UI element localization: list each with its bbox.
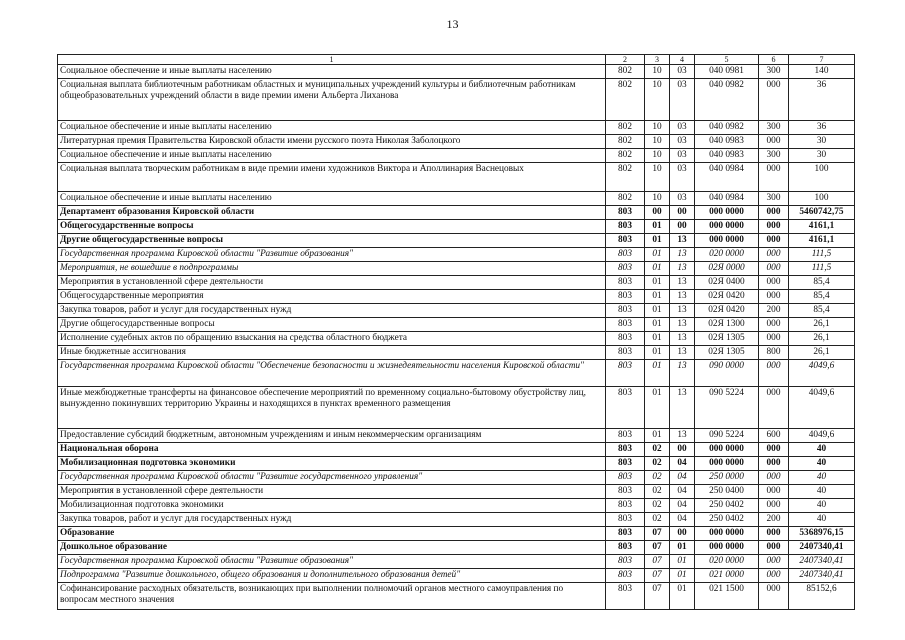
row-name-cell: Мероприятия в установленной сфере деятельности [58,276,606,290]
amount-cell: 40 [789,443,855,457]
target-article-cell: 040 0984 [695,192,759,206]
amount-cell: 4049,6 [789,387,855,429]
target-article-cell: 000 0000 [695,220,759,234]
amount-cell: 36 [789,121,855,135]
row-name-cell: Образование [58,527,606,541]
target-article-cell: 250 0400 [695,485,759,499]
amount-cell: 30 [789,149,855,163]
expense-type-cell: 000 [759,135,789,149]
ministry-code-cell: 803 [606,513,645,527]
expense-type-cell: 000 [759,206,789,220]
subsection-code-cell: 01 [670,541,695,555]
column-header-row [58,55,855,65]
row-name-cell: Социальная выплата библиотечным работникам областных и муниципальных учреждений культуры и библиотечным работникам общеобразовательных учреждений области в виде премии имени Альберта Лиханова [58,79,606,121]
amount-cell: 85,4 [789,290,855,304]
amount-cell: 40 [789,471,855,485]
expense-type-cell: 000 [759,443,789,457]
subsection-code-cell: 13 [670,346,695,360]
target-article-cell: 250 0402 [695,513,759,527]
subsection-code-cell: 13 [670,429,695,443]
ministry-code-cell: 803 [606,499,645,513]
section-code-cell: 10 [645,65,670,79]
ministry-code-cell: 803 [606,387,645,429]
ministry-code-cell: 803 [606,541,645,555]
table-row [58,387,855,429]
target-article-cell: 000 0000 [695,527,759,541]
section-code-cell: 01 [645,429,670,443]
ministry-code-cell: 803 [606,457,645,471]
row-name-cell: Мобилизационная подготовка экономики [58,499,606,513]
ministry-code-cell: 803 [606,485,645,499]
amount-cell: 26,1 [789,318,855,332]
table-row [58,79,855,121]
table-row [58,569,855,583]
subsection-code-cell: 03 [670,79,695,121]
subsection-code-cell: 00 [670,220,695,234]
subsection-code-cell: 01 [670,555,695,569]
subsection-code-cell: 01 [670,569,695,583]
table-row [58,121,855,135]
subsection-code-cell: 01 [670,583,695,610]
target-article-cell: 000 0000 [695,457,759,471]
section-code-cell: 07 [645,527,670,541]
table-row [58,485,855,499]
subsection-code-cell: 03 [670,135,695,149]
section-code-cell: 01 [645,276,670,290]
page-number: 13 [446,17,459,31]
subsection-code-cell: 03 [670,192,695,206]
subsection-code-cell: 04 [670,457,695,471]
ministry-code-cell: 803 [606,471,645,485]
table-row [58,304,855,318]
amount-cell: 26,1 [789,332,855,346]
row-name-cell: Предоставление субсидий бюджетным, автономным учреждениям и иным некоммерческим организациям [58,429,606,443]
section-code-cell: 02 [645,499,670,513]
target-article-cell: 090 0000 [695,360,759,387]
table-row [58,527,855,541]
amount-cell: 30 [789,135,855,149]
amount-cell: 85152,6 [789,583,855,610]
target-article-cell: 02Я 1305 [695,346,759,360]
expense-type-cell: 000 [759,555,789,569]
expense-type-cell: 000 [759,583,789,610]
subsection-code-cell: 13 [670,387,695,429]
table-row [58,360,855,387]
expense-type-cell: 000 [759,220,789,234]
row-name-cell: Департамент образования Кировской области [58,206,606,220]
amount-cell: 40 [789,513,855,527]
subsection-code-cell: 04 [670,499,695,513]
table-row [58,555,855,569]
target-article-cell: 040 0983 [695,149,759,163]
row-name-cell: Социальное обеспечение и иные выплаты населению [58,192,606,206]
header-col-5: 5 [695,55,759,65]
amount-cell: 5368976,15 [789,527,855,541]
subsection-code-cell: 04 [670,471,695,485]
table-row [58,248,855,262]
section-code-cell: 02 [645,443,670,457]
amount-cell: 4161,1 [789,234,855,248]
amount-cell: 2407340,41 [789,569,855,583]
section-code-cell: 10 [645,149,670,163]
ministry-code-cell: 803 [606,332,645,346]
table-row [58,290,855,304]
ministry-code-cell: 803 [606,262,645,276]
expense-type-cell: 000 [759,332,789,346]
row-name-cell: Исполнение судебных актов по обращению взыскания на средства областного бюджета [58,332,606,346]
amount-cell: 36 [789,79,855,121]
ministry-code-cell: 802 [606,79,645,121]
expense-type-cell: 000 [759,527,789,541]
header-col-4: 4 [670,55,695,65]
amount-cell: 4161,1 [789,220,855,234]
expense-type-cell: 000 [759,290,789,304]
expense-type-cell: 200 [759,304,789,318]
section-code-cell: 10 [645,192,670,206]
amount-cell: 111,5 [789,248,855,262]
ministry-code-cell: 803 [606,290,645,304]
table-row [58,499,855,513]
row-name-cell: Общегосударственные мероприятия [58,290,606,304]
target-article-cell: 040 0984 [695,163,759,192]
table-row [58,206,855,220]
ministry-code-cell: 803 [606,276,645,290]
expense-type-cell: 300 [759,192,789,206]
ministry-code-cell: 803 [606,318,645,332]
row-name-cell: Государственная программа Кировской области "Развитие образования" [58,555,606,569]
section-code-cell: 02 [645,513,670,527]
target-article-cell: 021 1500 [695,583,759,610]
table-row [58,262,855,276]
table-row [58,429,855,443]
table-row [58,583,855,610]
subsection-code-cell: 13 [670,360,695,387]
section-code-cell: 01 [645,318,670,332]
subsection-code-cell: 13 [670,234,695,248]
target-article-cell: 000 0000 [695,234,759,248]
subsection-code-cell: 00 [670,206,695,220]
section-code-cell: 01 [645,346,670,360]
ministry-code-cell: 803 [606,429,645,443]
table-row [58,346,855,360]
ministry-code-cell: 802 [606,121,645,135]
ministry-code-cell: 803 [606,527,645,541]
table-row [58,318,855,332]
section-code-cell: 07 [645,569,670,583]
amount-cell: 40 [789,485,855,499]
target-article-cell: 02Я 0400 [695,276,759,290]
table-row [58,443,855,457]
ministry-code-cell: 803 [606,360,645,387]
target-article-cell: 02Я 1305 [695,332,759,346]
row-name-cell: Мероприятия в установленной сфере деятельности [58,485,606,499]
row-name-cell: Социальная выплата творческим работникам в виде премии имени художников Виктора и Аполлинария Васнецовых [58,163,606,192]
row-name-cell: Социальное обеспечение и иные выплаты населению [58,121,606,135]
amount-cell: 100 [789,192,855,206]
amount-cell: 111,5 [789,262,855,276]
amount-cell: 2407340,41 [789,541,855,555]
subsection-code-cell: 04 [670,513,695,527]
table-row [58,541,855,555]
target-article-cell: 090 5224 [695,387,759,429]
ministry-code-cell: 802 [606,163,645,192]
budget-table [57,54,855,610]
section-code-cell: 01 [645,220,670,234]
subsection-code-cell: 03 [670,149,695,163]
target-article-cell: 040 0982 [695,79,759,121]
subsection-code-cell: 00 [670,443,695,457]
subsection-code-cell: 13 [670,318,695,332]
amount-cell: 85,4 [789,276,855,290]
target-article-cell: 02Я 0420 [695,290,759,304]
amount-cell: 140 [789,65,855,79]
ministry-code-cell: 803 [606,583,645,610]
section-code-cell: 10 [645,121,670,135]
amount-cell: 4049,6 [789,429,855,443]
row-name-cell: Закупка товаров, работ и услуг для государственных нужд [58,513,606,527]
section-code-cell: 07 [645,583,670,610]
target-article-cell: 020 0000 [695,555,759,569]
subsection-code-cell: 13 [670,332,695,346]
row-name-cell: Общегосударственные вопросы [58,220,606,234]
amount-cell: 40 [789,499,855,513]
subsection-code-cell: 13 [670,276,695,290]
ministry-code-cell: 802 [606,149,645,163]
row-name-cell: Иные бюджетные ассигнования [58,346,606,360]
row-name-cell: Мобилизационная подготовка экономики [58,457,606,471]
expense-type-cell: 200 [759,513,789,527]
expense-type-cell: 000 [759,499,789,513]
expense-type-cell: 000 [759,262,789,276]
ministry-code-cell: 802 [606,192,645,206]
expense-type-cell: 000 [759,485,789,499]
expense-type-cell: 000 [759,541,789,555]
row-name-cell: Софинансирование расходных обязательств, возникающих при выполнении полномочий органов местного самоуправления по вопросам местного значения [58,583,606,610]
expense-type-cell: 300 [759,149,789,163]
ministry-code-cell: 803 [606,248,645,262]
row-name-cell: Государственная программа Кировской области "Обеспечение безопасности и жизнедеятельности населения Кировской области" [58,360,606,387]
section-code-cell: 10 [645,79,670,121]
header-col-3: 3 [645,55,670,65]
section-code-cell: 01 [645,262,670,276]
subsection-code-cell: 13 [670,290,695,304]
row-name-cell: Иные межбюджетные трансферты на финансовое обеспечение мероприятий по временному социально-бытовому обустройству лиц, вынужденно покинувших территорию Украины и находящихся в пунктах временного размещения [58,387,606,429]
amount-cell: 26,1 [789,346,855,360]
row-name-cell: Государственная программа Кировской области "Развитие образования" [58,248,606,262]
expense-type-cell: 000 [759,387,789,429]
table-row [58,332,855,346]
subsection-code-cell: 00 [670,527,695,541]
section-code-cell: 02 [645,457,670,471]
amount-cell: 100 [789,163,855,192]
amount-cell: 2407340,41 [789,555,855,569]
table-body [58,55,855,610]
table-row [58,276,855,290]
table-row [58,135,855,149]
section-code-cell: 00 [645,206,670,220]
table-row [58,220,855,234]
target-article-cell: 040 0982 [695,121,759,135]
table-row [58,192,855,206]
section-code-cell: 07 [645,541,670,555]
section-code-cell: 02 [645,485,670,499]
target-article-cell: 02Я 0420 [695,304,759,318]
expense-type-cell: 000 [759,360,789,387]
ministry-code-cell: 803 [606,569,645,583]
section-code-cell: 01 [645,248,670,262]
section-code-cell: 10 [645,135,670,149]
expense-type-cell: 300 [759,121,789,135]
amount-cell: 5460742,75 [789,206,855,220]
subsection-code-cell: 13 [670,304,695,318]
row-name-cell: Социальное обеспечение и иные выплаты населению [58,149,606,163]
target-article-cell: 02Я 1300 [695,318,759,332]
ministry-code-cell: 803 [606,443,645,457]
row-name-cell: Мероприятия, не вошедшие в подпрограммы [58,262,606,276]
header-col-1: 1 [58,55,606,65]
subsection-code-cell: 04 [670,485,695,499]
row-name-cell: Закупка товаров, работ и услуг для государственных нужд [58,304,606,318]
row-name-cell: Государственная программа Кировской области "Развитие государственного управления" [58,471,606,485]
section-code-cell: 01 [645,360,670,387]
row-name-cell: Другие общегосударственные вопросы [58,318,606,332]
expense-type-cell: 000 [759,457,789,471]
amount-cell: 85,4 [789,304,855,318]
ministry-code-cell: 803 [606,304,645,318]
row-name-cell: Социальное обеспечение и иные выплаты населению [58,65,606,79]
table-row [58,457,855,471]
row-name-cell: Подпрограмма "Развитие дошкольного, общего образования и дополнительного образования детей" [58,569,606,583]
target-article-cell: 250 0402 [695,499,759,513]
table-row [58,149,855,163]
target-article-cell: 040 0981 [695,65,759,79]
ministry-code-cell: 802 [606,135,645,149]
subsection-code-cell: 03 [670,163,695,192]
header-col-7: 7 [789,55,855,65]
row-name-cell: Дошкольное образование [58,541,606,555]
ministry-code-cell: 803 [606,206,645,220]
row-name-cell: Другие общегосударственные вопросы [58,234,606,248]
target-article-cell: 000 0000 [695,206,759,220]
table-row [58,65,855,79]
subsection-code-cell: 13 [670,248,695,262]
header-col-2: 2 [606,55,645,65]
target-article-cell: 02Я 0000 [695,262,759,276]
subsection-code-cell: 13 [670,262,695,276]
subsection-code-cell: 03 [670,121,695,135]
ministry-code-cell: 802 [606,65,645,79]
target-article-cell: 090 5224 [695,429,759,443]
target-article-cell: 000 0000 [695,443,759,457]
expense-type-cell: 000 [759,234,789,248]
table-row [58,471,855,485]
expense-type-cell: 000 [759,569,789,583]
target-article-cell: 250 0000 [695,471,759,485]
expense-type-cell: 000 [759,276,789,290]
section-code-cell: 02 [645,471,670,485]
section-code-cell: 01 [645,234,670,248]
section-code-cell: 07 [645,555,670,569]
target-article-cell: 000 0000 [695,541,759,555]
ministry-code-cell: 803 [606,555,645,569]
table-row [58,513,855,527]
target-article-cell: 020 0000 [695,248,759,262]
section-code-cell: 01 [645,304,670,318]
ministry-code-cell: 803 [606,234,645,248]
amount-cell: 40 [789,457,855,471]
subsection-code-cell: 03 [670,65,695,79]
section-code-cell: 10 [645,163,670,192]
row-name-cell: Литературная премия Правительства Кировской области имени русского поэта Николая Заболоцкого [58,135,606,149]
expense-type-cell: 800 [759,346,789,360]
ministry-code-cell: 803 [606,346,645,360]
ministry-code-cell: 803 [606,220,645,234]
section-code-cell: 01 [645,290,670,304]
table-row [58,234,855,248]
target-article-cell: 040 0983 [695,135,759,149]
amount-cell: 4049,6 [789,360,855,387]
expense-type-cell: 000 [759,471,789,485]
expense-type-cell: 300 [759,65,789,79]
expense-type-cell: 000 [759,318,789,332]
expense-type-cell: 000 [759,79,789,121]
table-row [58,163,855,192]
section-code-cell: 01 [645,332,670,346]
expense-type-cell: 600 [759,429,789,443]
row-name-cell: Национальная оборона [58,443,606,457]
target-article-cell: 021 0000 [695,569,759,583]
expense-type-cell: 000 [759,248,789,262]
expense-type-cell: 000 [759,163,789,192]
header-col-6: 6 [759,55,789,65]
section-code-cell: 01 [645,387,670,429]
